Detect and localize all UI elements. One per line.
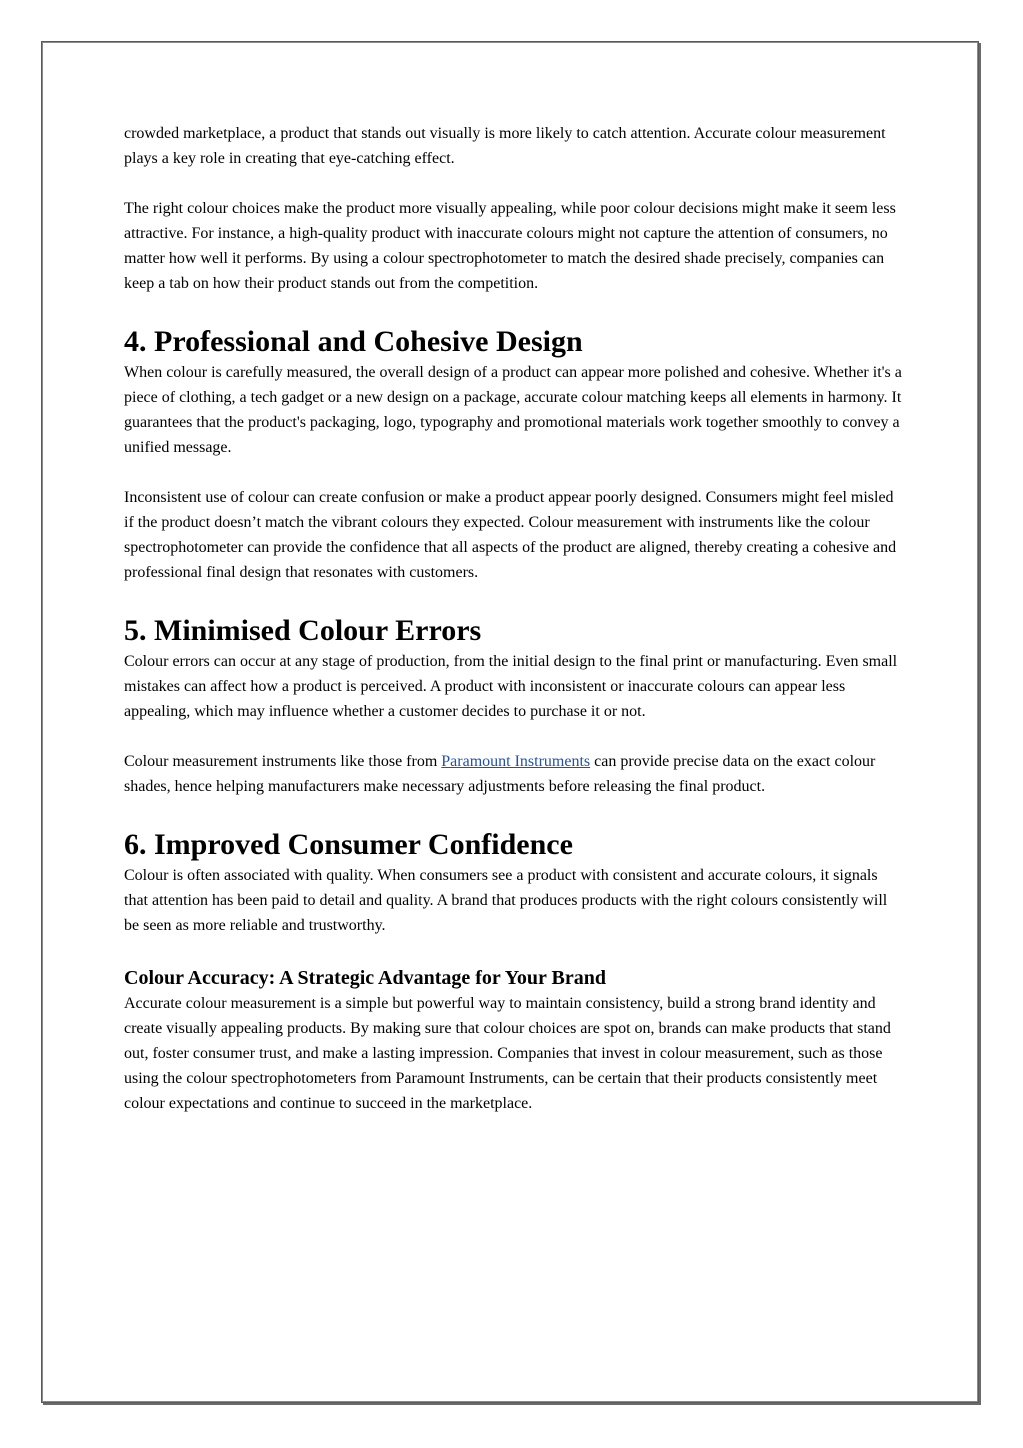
section-4-heading: 4. Professional and Cohesive Design bbox=[124, 325, 583, 358]
intro-paragraph-1: crowded marketplace, a product that stands out visually is more likely to catch attention. Accurate colour measurement plays a key role in creating that eye-catching effect. bbox=[124, 125, 886, 167]
section-5-paragraph-1: Colour errors can occur at any stage of production, from the initial design to the final print or manufacturing. Even small mistakes can affect how a product is perceived. A product with inconsistent or inaccurate colours can appear less appealing, which may influence whether a customer decides to purchase it or not. bbox=[124, 653, 898, 720]
paramount-instruments-link[interactable]: Paramount Instruments bbox=[441, 753, 591, 770]
section-5-paragraph-2 bbox=[124, 749, 904, 799]
section-6-heading: 6. Improved Consumer Confidence bbox=[124, 828, 573, 861]
conclusion-heading: Colour Accuracy: A Strategic Advantage for Your Brand bbox=[124, 967, 607, 989]
intro-paragraph-2: The right colour choices make the product more visually appealing, while poor colour decisions might make it seem less attractive. For instance, a high-quality product with inaccurate colours might not capture the attention of consumers, no matter how well it performs. By using a colour spectrophotometer to match the desired shade precisely, companies can keep a tab on how their product stands out from the competition. bbox=[124, 200, 896, 292]
section-4-paragraph-2: Inconsistent use of colour can create confusion or make a product appear poorly designed. Consumers might feel misled if the product doesn’t match the vibrant colours they expected. Colour measurement with instruments like the colour spectrophotometer can provide the confidence that all aspects of the product are aligned, thereby creating a cohesive and professional final design that resonates with customers. bbox=[124, 489, 897, 581]
section-4-paragraph-1: When colour is carefully measured, the overall design of a product can appear more polished and cohesive. Whether it's a piece of clothing, a tech gadget or a new design on a package, accurate colour matching keeps all elements in harmony. It guarantees that the product's packaging, logo, typography and promotional materials work together smoothly to convey a unified message. bbox=[124, 364, 902, 456]
document-body bbox=[124, 121, 904, 1116]
section-6-paragraph-1: Colour is often associated with quality. When consumers see a product with consistent and accurate colours, it signals that attention has been paid to detail and quality. A brand that produces products with the right colours consistently will be seen as more reliable and trustworthy. bbox=[124, 867, 888, 934]
section-5-text-before-link: Colour measurement instruments like those from bbox=[124, 753, 442, 770]
section-5-text-after-link: can provide precise data on the exact colour shades, hence helping manufacturers make necessary adjustments before releasing the final product. bbox=[124, 753, 876, 795]
conclusion-paragraph: Accurate colour measurement is a simple but powerful way to maintain consistency, build a strong brand identity and create visually appealing products. By making sure that colour choices are spot on, brands can make products that stand out, foster consumer trust, and make a lasting impression. Companies that invest in colour measurement, such as those using the colour spectrophotometers from Paramount Instruments, can be certain that their products consistently meet colour expectations and continue to succeed in the marketplace. bbox=[124, 995, 891, 1112]
section-5-heading: 5. Minimised Colour Errors bbox=[124, 614, 482, 647]
